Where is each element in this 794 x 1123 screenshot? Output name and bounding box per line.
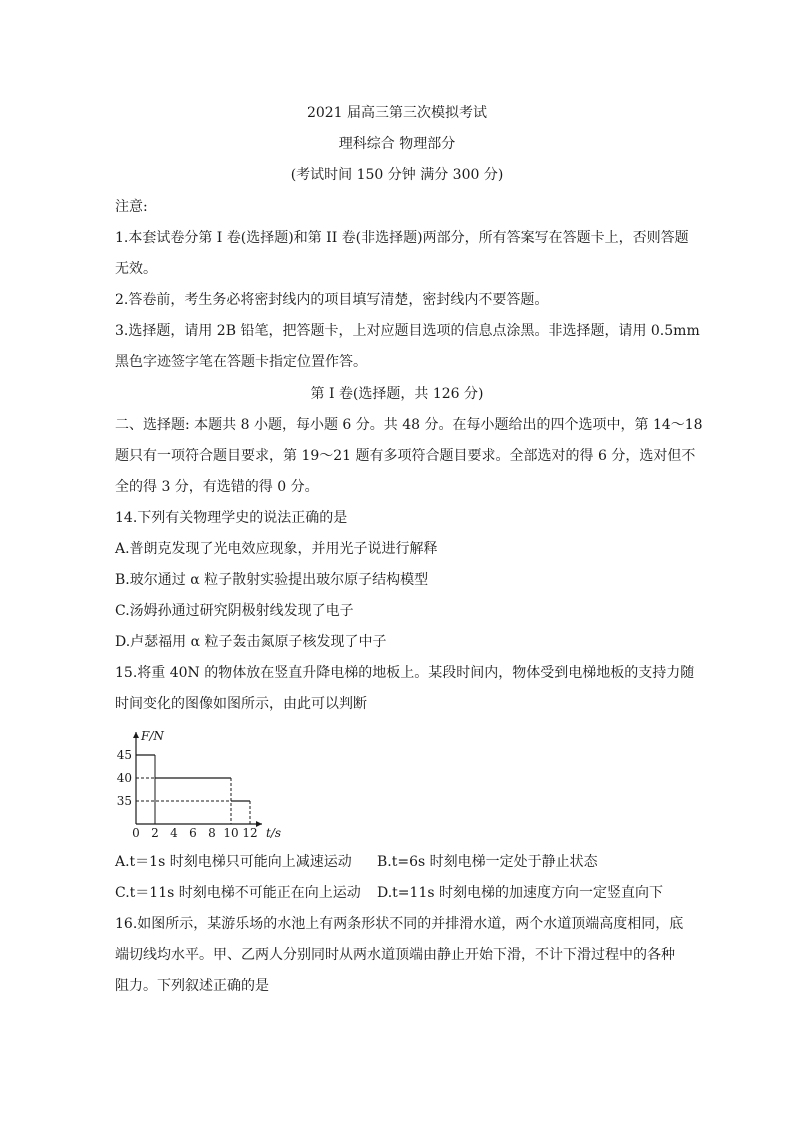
y-tick-label: 40 bbox=[116, 771, 132, 785]
q14-stem: 14.下列有关物理学史的说法正确的是 bbox=[115, 510, 348, 526]
q15-option-a: A.t＝1s 时刻电梯只可能向上减速运动 bbox=[115, 854, 352, 870]
section-intro-2: 题只有一项符合题目要求，第 19～21 题有多项符合题目要求。全部选对的得 6 分，选对但不 bbox=[115, 448, 696, 464]
q15-stem-1: 15.将重 40N 的物体放在竖直升降电梯的地板上。某段时间内，物体受到电梯地板的支持力随 bbox=[115, 665, 695, 681]
notice-item-1-cont: 无效。 bbox=[115, 261, 157, 277]
x-tick-label: 12 bbox=[242, 826, 258, 840]
q16-stem-2: 端切线均水平。甲、乙两人分别同时从两水道顶端由静止开始下滑，不计下滑过程中的各种 bbox=[115, 947, 675, 963]
x-tick-label: 8 bbox=[208, 826, 216, 840]
q15-option-c: C.t＝11s 时刻电梯不可能正在向上运动 bbox=[115, 885, 361, 901]
y-tick-label: 45 bbox=[116, 748, 132, 762]
notice-item-3-cont: 黑色字迹签字笔在答题卡指定位置作答。 bbox=[115, 354, 367, 370]
notice-label: 注意: bbox=[115, 199, 148, 215]
q14-option-b: B.玻尔通过 α 粒子散射实验提出玻尔原子结构模型 bbox=[115, 572, 429, 588]
y-tick-label: 35 bbox=[116, 794, 132, 808]
x-tick-label: 10 bbox=[223, 826, 239, 840]
exam-info: (考试时间 150 分钟 满分 300 分) bbox=[290, 167, 504, 183]
notice-item-1: 1.本套试卷分第 I 卷(选择题)和第 II 卷(非选择题)两部分，所有答案写在答题卡上，否则答题 bbox=[115, 230, 689, 246]
q16-stem-1: 16.如图所示，某游乐场的水池上有两条形状不同的并排滑水道，两个水道顶端高度相同，底 bbox=[115, 916, 684, 932]
x-tick-label: 2 bbox=[151, 826, 159, 840]
x-tick-label: 6 bbox=[189, 826, 197, 840]
q14-option-a: A.普朗克发现了光电效应现象，并用光子说进行解释 bbox=[115, 541, 438, 557]
q15-option-b: B.t=6s 时刻电梯一定处于静止状态 bbox=[377, 854, 598, 870]
x-tick-label: 4 bbox=[170, 826, 178, 840]
section-title: 第 I 卷(选择题，共 126 分) bbox=[310, 386, 484, 402]
q16-stem-3: 阻力。下列叙述正确的是 bbox=[115, 978, 269, 994]
notice-item-2: 2.答卷前，考生务必将密封线内的项目填写清楚，密封线内不要答题。 bbox=[115, 292, 549, 308]
y-axis-arrow bbox=[133, 732, 139, 738]
section-intro-1: 二、选择题: 本题共 8 小题，每小题 6 分。共 48 分。在每小题给出的四个选项中，第 14～18 bbox=[115, 417, 703, 433]
notice-item-3: 3.选择题，请用 2B 铅笔，把答题卡，上对应题目选项的信息点涂黑。非选择题，请用 0.5mm bbox=[115, 323, 700, 339]
y-axis-label: F/N bbox=[141, 729, 164, 743]
x-tick-label: 0 bbox=[132, 826, 140, 840]
q14-option-d: D.卢瑟福用 α 粒子轰击氮原子核发现了中子 bbox=[115, 634, 387, 650]
section-intro-3: 全的得 3 分，有选错的得 0 分。 bbox=[115, 479, 319, 495]
q15-option-d: D.t=11s 时刻电梯的加速度方向一定竖直向下 bbox=[377, 885, 663, 901]
exam-title: 2021 届高三第三次模拟考试 bbox=[306, 105, 488, 121]
exam-subtitle: 理科综合 物理部分 bbox=[338, 136, 456, 152]
force-time-chart bbox=[112, 726, 292, 842]
q14-option-c: C.汤姆孙通过研究阴极射线发现了电子 bbox=[115, 603, 354, 619]
q15-stem-2: 时间变化的图像如图所示，由此可以判断 bbox=[115, 696, 367, 712]
x-axis-label: t/s bbox=[266, 826, 282, 840]
